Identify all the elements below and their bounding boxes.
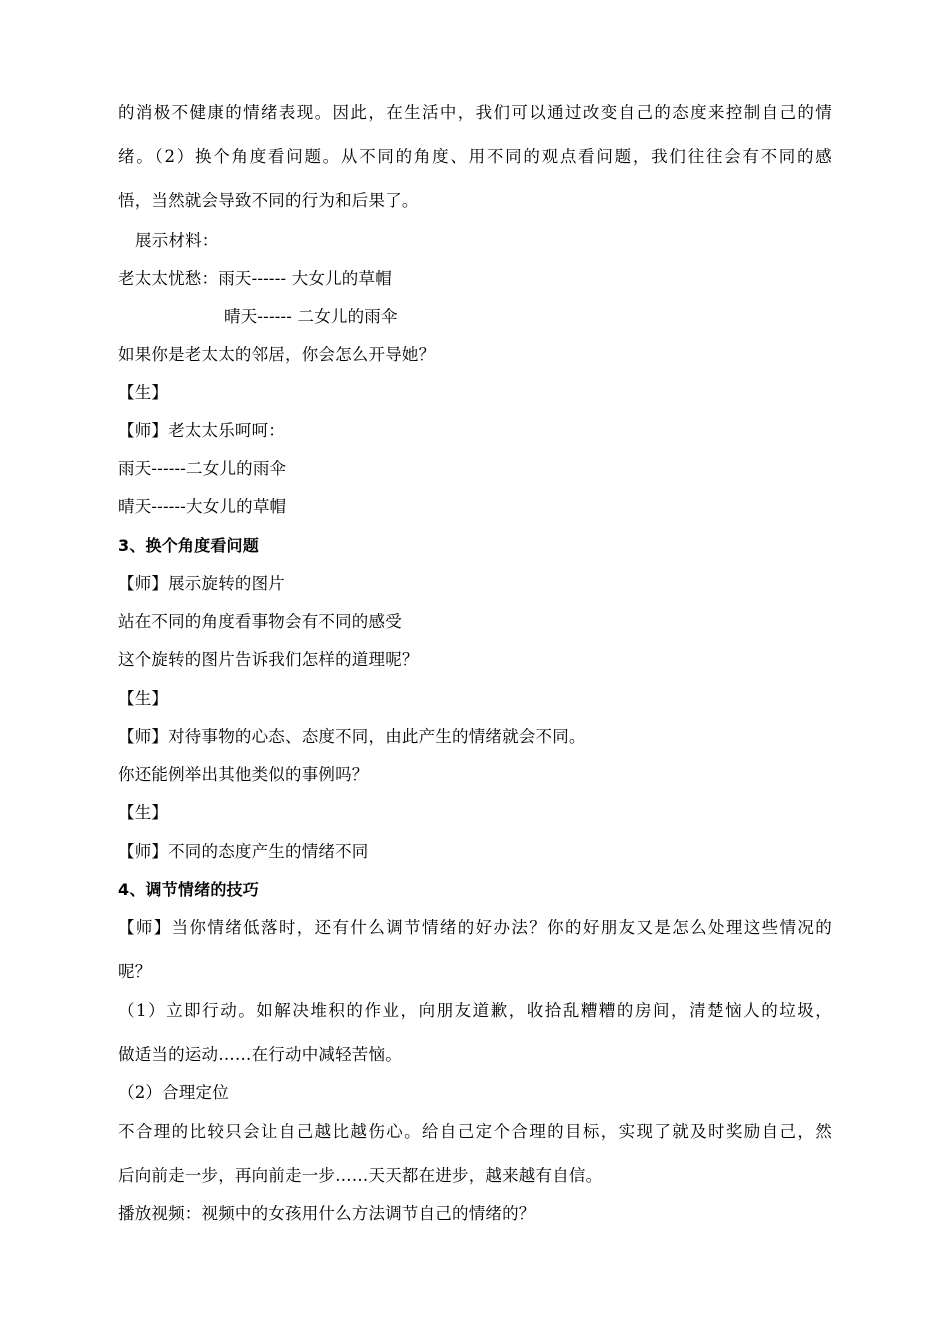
section-heading: 3、换个角度看问题 <box>118 536 259 555</box>
paragraph-line: 【生】 <box>118 383 169 402</box>
paragraph-line: （2）合理定位 <box>118 1083 229 1102</box>
paragraph-line: 呢？ <box>118 962 152 981</box>
paragraph-line: 你还能例举出其他类似的事例吗？ <box>118 765 369 784</box>
paragraph-line: 做适当的运动……在行动中减轻苦恼。 <box>118 1045 402 1064</box>
paragraph-line: 【生】 <box>118 689 169 708</box>
paragraph-line: 雨天------二女儿的雨伞 <box>118 459 287 478</box>
paragraph-line: 的消极不健康的情绪表现。因此，在生活中，我们可以通过改变自己的态度来控制自己的情 <box>118 103 832 122</box>
paragraph-line: 这个旋转的图片告诉我们怎样的道理呢？ <box>118 650 419 669</box>
paragraph-line: 晴天------大女儿的草帽 <box>118 497 287 516</box>
paragraph-line: 站在不同的角度看事物会有不同的感受 <box>118 612 402 631</box>
paragraph-line: 晴天------ 二女儿的雨伞 <box>224 307 398 326</box>
paragraph-line: 【生】 <box>118 803 169 822</box>
paragraph-line: 【师】展示旋转的图片 <box>118 574 285 593</box>
paragraph-line: 老太太忧愁：雨天------ 大女儿的草帽 <box>118 269 392 288</box>
paragraph-line: 悟，当然就会导致不同的行为和后果了。 <box>118 191 419 210</box>
paragraph-line: 【师】当你情绪低落时，还有什么调节情绪的好办法？你的好朋友又是怎么处理这些情况的 <box>118 918 832 937</box>
paragraph-line: 【师】对待事物的心态、态度不同，由此产生的情绪就会不同。 <box>118 727 586 746</box>
paragraph-line: 不合理的比较只会让自己越比越伤心。给自己定个合理的目标，实现了就及时奖励自己，然 <box>118 1122 832 1141</box>
paragraph-line: （1）立即行动。如解决堆积的作业，向朋友道歉，收拾乱糟糟的房间，清楚恼人的垃圾， <box>118 1001 832 1020</box>
paragraph-line: 播放视频：视频中的女孩用什么方法调节自己的情绪的？ <box>118 1204 536 1223</box>
paragraph-line: 绪。（2）换个角度看问题。从不同的角度、用不同的观点看问题，我们往往会有不同的感 <box>118 147 832 166</box>
paragraph-line: 如果你是老太太的邻居，你会怎么开导她？ <box>118 345 436 364</box>
paragraph-line: 后向前走一步，再向前走一步……天天都在进步，越来越有自信。 <box>118 1166 603 1185</box>
section-heading: 4、调节情绪的技巧 <box>118 880 259 899</box>
paragraph-line: 【师】老太太乐呵呵： <box>118 421 285 440</box>
paragraph-line: 展示材料： <box>135 231 219 250</box>
paragraph-line: 【师】不同的态度产生的情绪不同 <box>118 842 369 861</box>
